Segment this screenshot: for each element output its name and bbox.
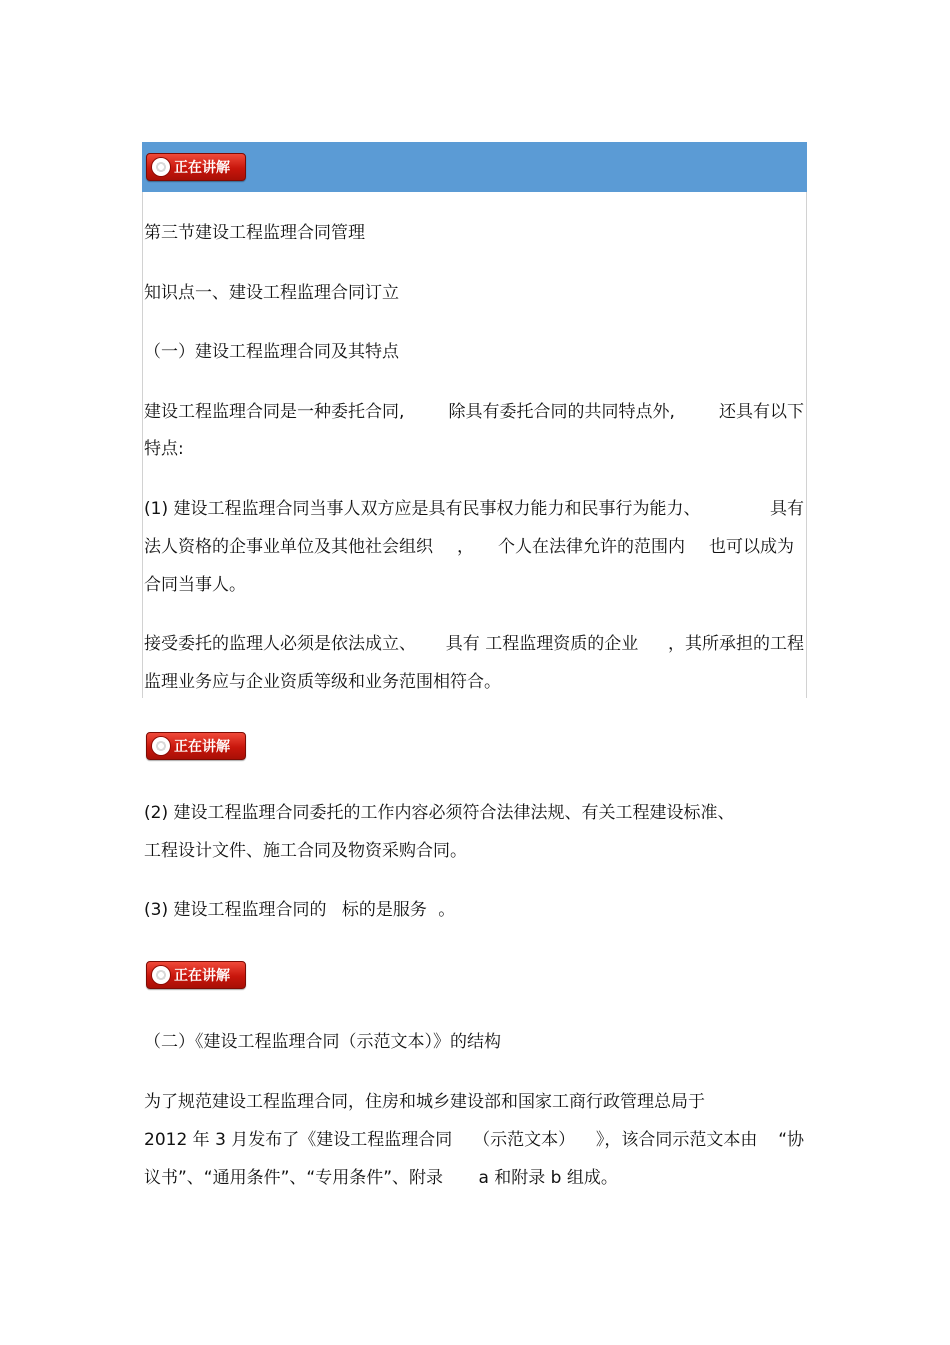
text-fragment: 除具有委托合同的共同特点外, xyxy=(448,402,675,422)
disc-icon xyxy=(152,966,170,984)
item2-line-2: 工程设计文件、施工合同及物资采购合同。 xyxy=(144,841,467,861)
text-fragment: 》，该合同示范文本由 xyxy=(595,1130,758,1150)
text-fragment: 。 xyxy=(438,900,456,920)
text-fragment: 还具有以下 xyxy=(719,402,804,422)
text-fragment: ，其所承担的工程 xyxy=(668,634,804,654)
sub-heading-1: （一）建设工程监理合同及其特点 xyxy=(144,342,399,362)
text-fragment: a 和附录 b 组成。 xyxy=(478,1168,618,1188)
text-fragment: 具有 xyxy=(770,499,804,519)
disc-icon xyxy=(152,158,170,176)
structure-line-1: 为了规范建设工程监理合同，住房和城乡建设部和国家工商行政管理总局于 xyxy=(144,1092,705,1112)
text-fragment: 个人在法律允许的范围内 xyxy=(498,537,685,557)
text-fragment: (3) 建设工程监理合同的 xyxy=(144,900,327,920)
text-fragment: 法人资格的企事业单位及其他社会组织 xyxy=(144,537,433,557)
item3-line xyxy=(144,900,455,920)
structure-line-2 xyxy=(144,1130,804,1150)
now-lecturing-badge[interactable] xyxy=(146,961,246,989)
badge-label: 正在讲解 xyxy=(174,968,230,984)
now-lecturing-badge[interactable] xyxy=(146,732,246,760)
para-line-2: 监理业务应与企业资质等级和业务范围相符合。 xyxy=(144,672,501,692)
badge-label: 正在讲解 xyxy=(174,739,230,755)
intro-line-2: 特点: xyxy=(144,439,184,459)
text-fragment: （示范文本） xyxy=(473,1130,576,1150)
badge-label: 正在讲解 xyxy=(174,160,230,176)
text-fragment: 建设工程监理合同是一种委托合同, xyxy=(144,402,405,422)
text-fragment: 也可以成为 xyxy=(709,537,794,557)
intro-line-1 xyxy=(144,402,804,422)
para-line-1 xyxy=(144,634,804,654)
sub-heading-2: （二）《建设工程监理合同（示范文本）》的结构 xyxy=(144,1032,501,1052)
text-fragment: (1) 建设工程监理合同当事人双方应是具有民事权力能力和民事行为能力、 xyxy=(144,499,701,519)
now-lecturing-badge[interactable] xyxy=(146,153,246,181)
text-fragment: 接受委托的监理人必须是依法成立、 xyxy=(144,634,416,654)
item1-line-3: 合同当事人。 xyxy=(144,575,246,595)
text-fragment: 2012 年 3 月发布了《建设工程监理合同 xyxy=(144,1130,453,1150)
knowledge-point-heading: 知识点一、建设工程监理合同订立 xyxy=(144,283,399,303)
item2-line-1: (2) 建设工程监理合同委托的工作内容必须符合法律法规、有关工程建设标准、 xyxy=(144,803,735,823)
text-fragment: 具有 工程监理资质的企业 xyxy=(445,634,639,654)
item1-line-2 xyxy=(144,537,794,557)
section-title: 第三节建设工程监理合同管理 xyxy=(144,223,365,243)
disc-icon xyxy=(152,737,170,755)
text-fragment: ， xyxy=(457,537,474,557)
structure-line-3 xyxy=(144,1168,618,1188)
item1-line-1 xyxy=(144,499,804,519)
text-fragment: 标的是服务 xyxy=(341,900,427,920)
text-fragment: 议书”、“通用条件”、“专用条件”、附录 xyxy=(144,1168,444,1188)
text-fragment: “协 xyxy=(778,1130,804,1150)
